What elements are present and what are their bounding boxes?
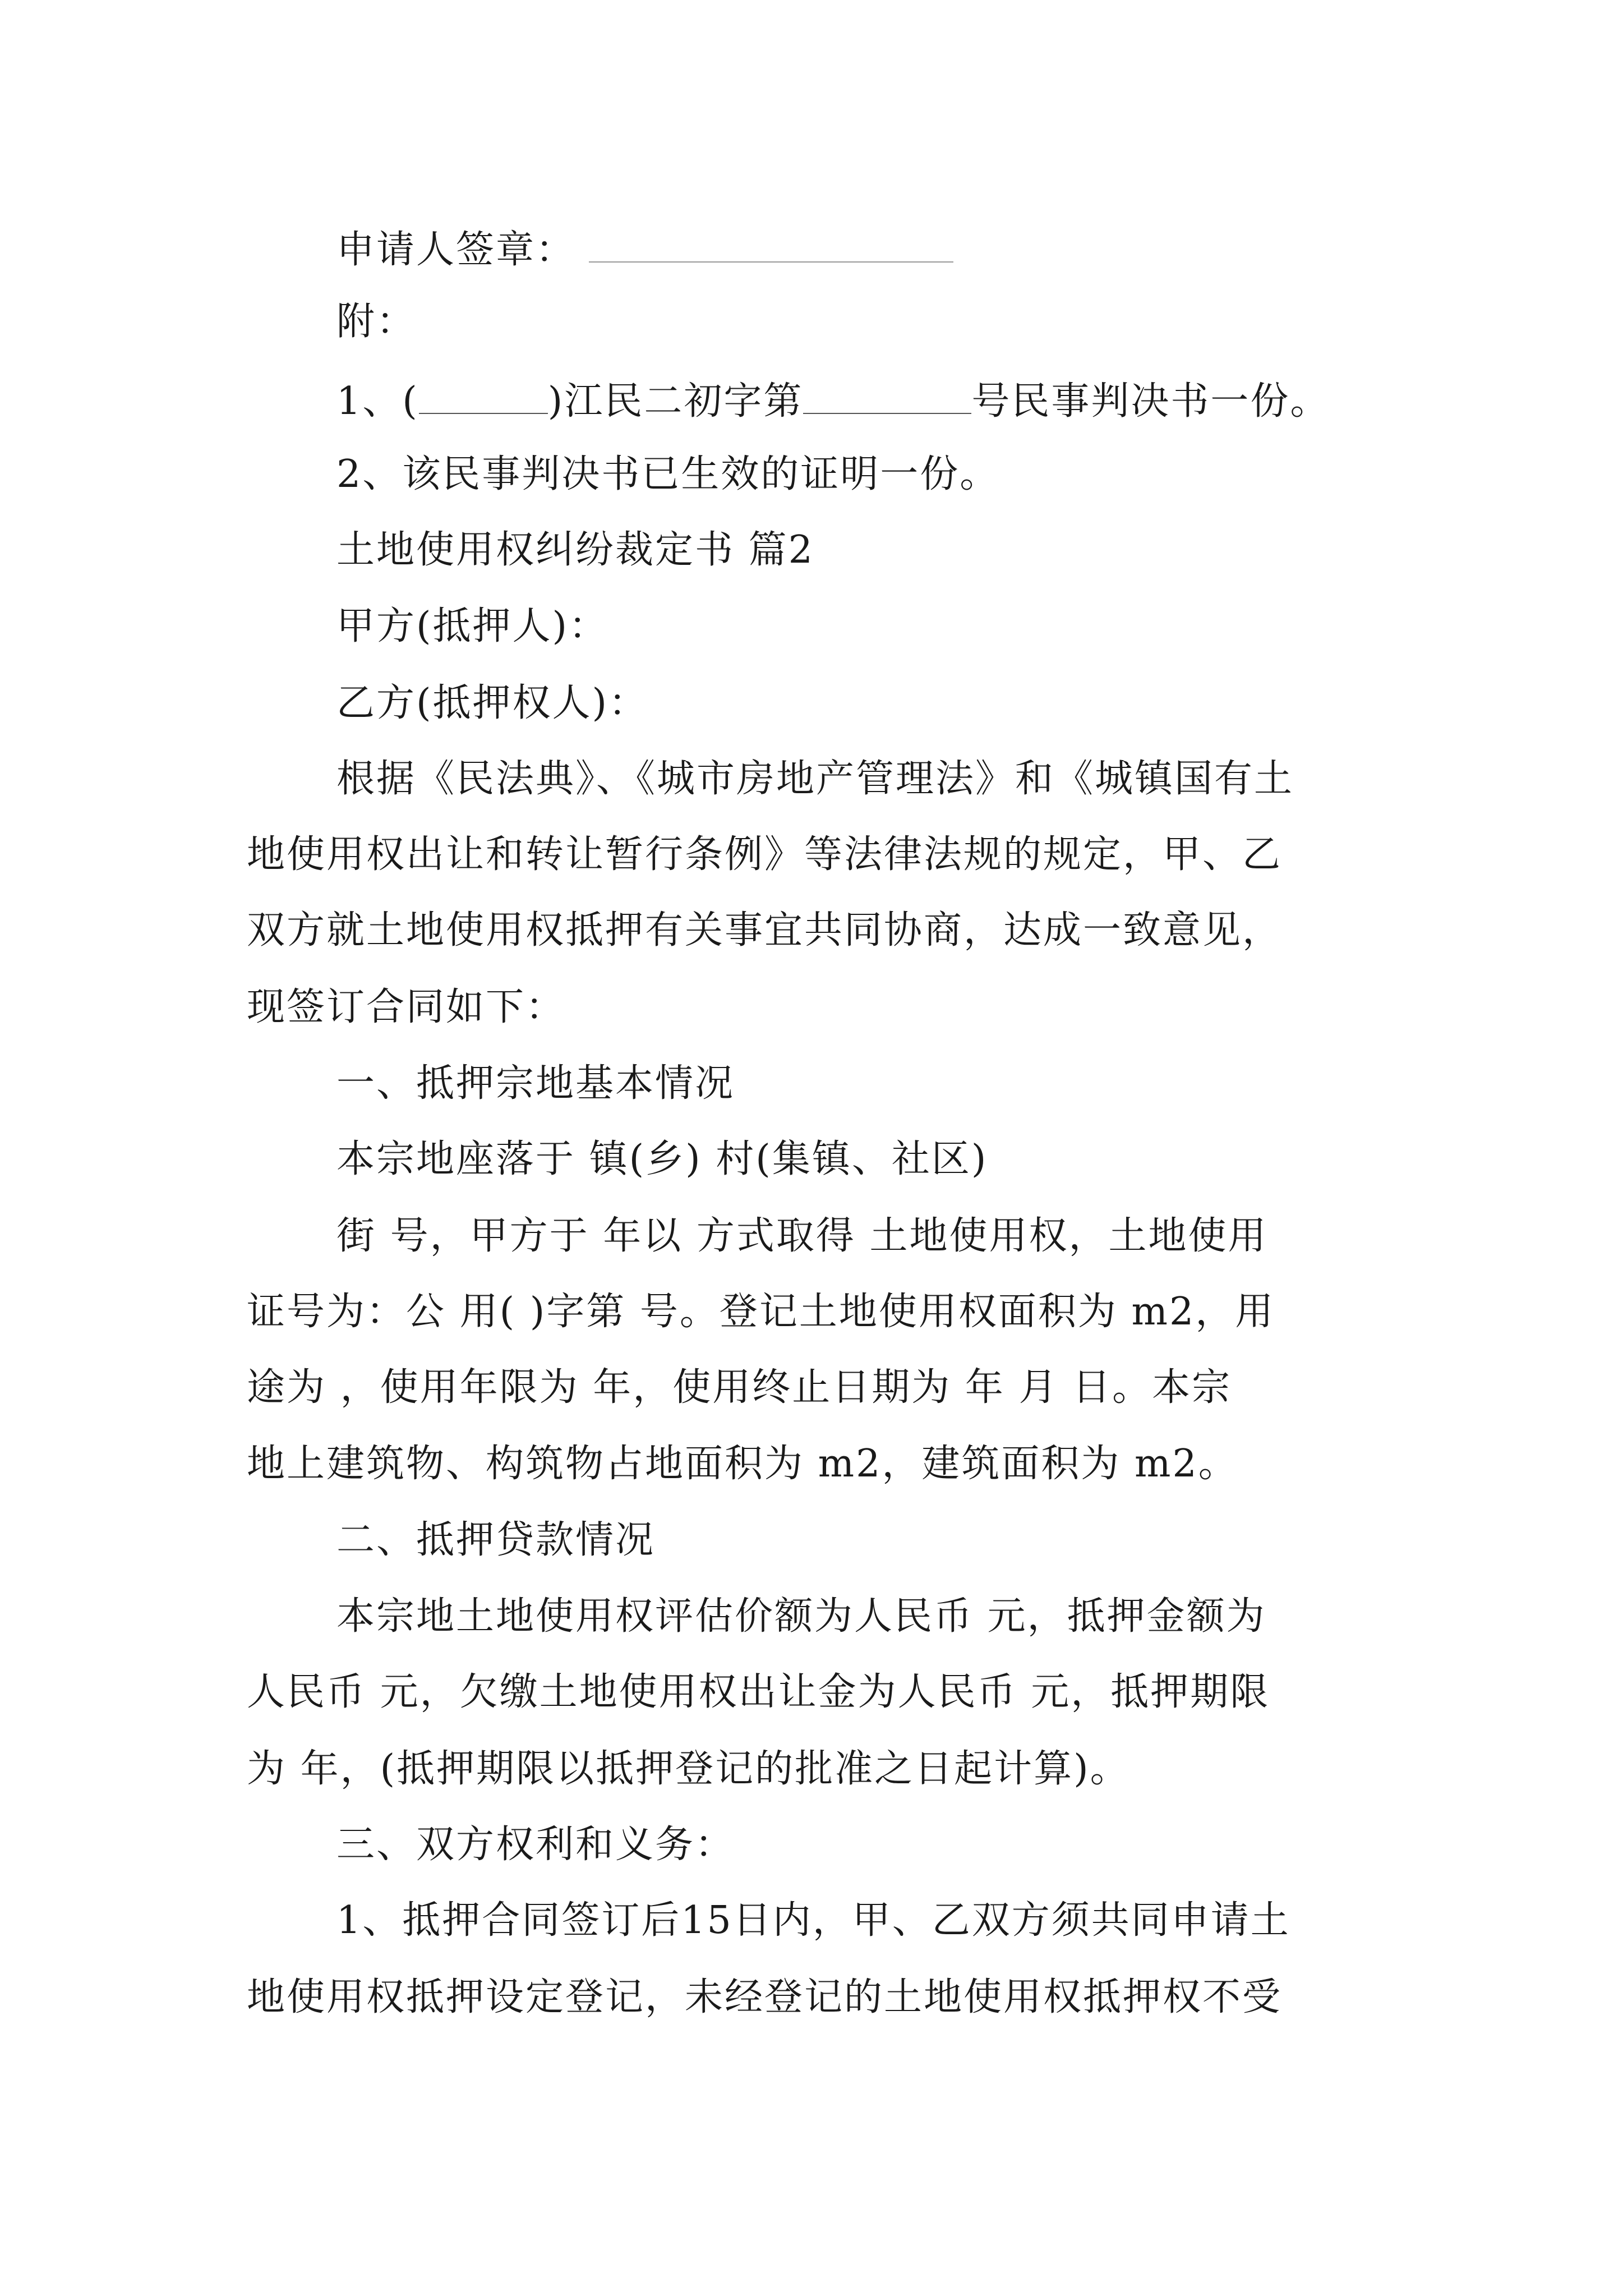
loan-detail-line: 为 年，(抵押期限以抵押登记的批准之日起计算)。 [247, 1747, 1130, 1791]
obligation-line: 地使用权抵押设定登记，未经登记的土地使用权抵押权不受 [247, 1975, 1283, 2019]
attachment-heading: 附： [336, 300, 417, 344]
obligation-line: 1、抵押合同签订后15日内，甲、乙双方须共同申请土 [336, 1898, 1290, 1943]
land-detail-line: 证号为：公 用( )字第 号。登记土地使用权面积为 m2，用 [247, 1290, 1275, 1334]
loan-detail-line: 本宗地土地使用权评估价额为人民币 元，抵押金额为 [336, 1594, 1266, 1639]
heading-mortgage-land: 一、抵押宗地基本情况 [336, 1061, 735, 1106]
loan-detail-line: 人民币 元，欠缴土地使用权出让金为人民币 元，抵押期限 [247, 1670, 1270, 1714]
intro-line: 双方就土地使用权抵押有关事宜共同协商，达成一致意见， [247, 908, 1283, 953]
land-location-line: 本宗地座落于 镇(乡) 村(集镇、社区) [336, 1137, 988, 1181]
intro-line: 根据《民法典》、《城市房地产管理法》和《城镇国有土 [336, 757, 1294, 801]
attachment-1-middle: )江民二初字第 [547, 379, 804, 424]
intro-line: 现签订合同如下： [247, 985, 566, 1029]
heading-rights-obligations: 三、双方权利和义务： [336, 1823, 735, 1867]
land-detail-line: 地上建筑物、构筑物占地面积为 m2，建筑面积为 m2。 [247, 1442, 1238, 1486]
intro-line: 地使用权出让和转让暂行条例》等法律法规的规定，甲、乙 [247, 832, 1283, 877]
land-detail-line: 途为 ，使用年限为 年，使用终止日期为 年 月 日。本宗 [247, 1365, 1232, 1410]
party-b-line: 乙方(抵押权人)： [336, 681, 649, 725]
section-title: 土地使用权纠纷裁定书 篇2 [336, 528, 814, 572]
attachment-item-1 [336, 379, 1330, 424]
attachment-1-prefix: 1、( [336, 379, 419, 424]
heading-mortgage-loan: 二、抵押贷款情况 [336, 1518, 656, 1562]
signature-line [336, 227, 953, 273]
attachment-1-suffix: 号民事判决书一份。 [971, 379, 1330, 424]
signature-label: 申请人签章： [336, 228, 576, 273]
party-a-line: 甲方(抵押人)： [336, 604, 609, 648]
land-detail-line: 街 号，甲方于 年以 方式取得 土地使用权，土地使用 [336, 1214, 1268, 1258]
attachment-item-2: 2、该民事判决书已生效的证明一份。 [336, 452, 1000, 496]
case-year-blank [419, 379, 548, 414]
signature-blank [589, 227, 953, 263]
case-number-blank [803, 379, 971, 414]
